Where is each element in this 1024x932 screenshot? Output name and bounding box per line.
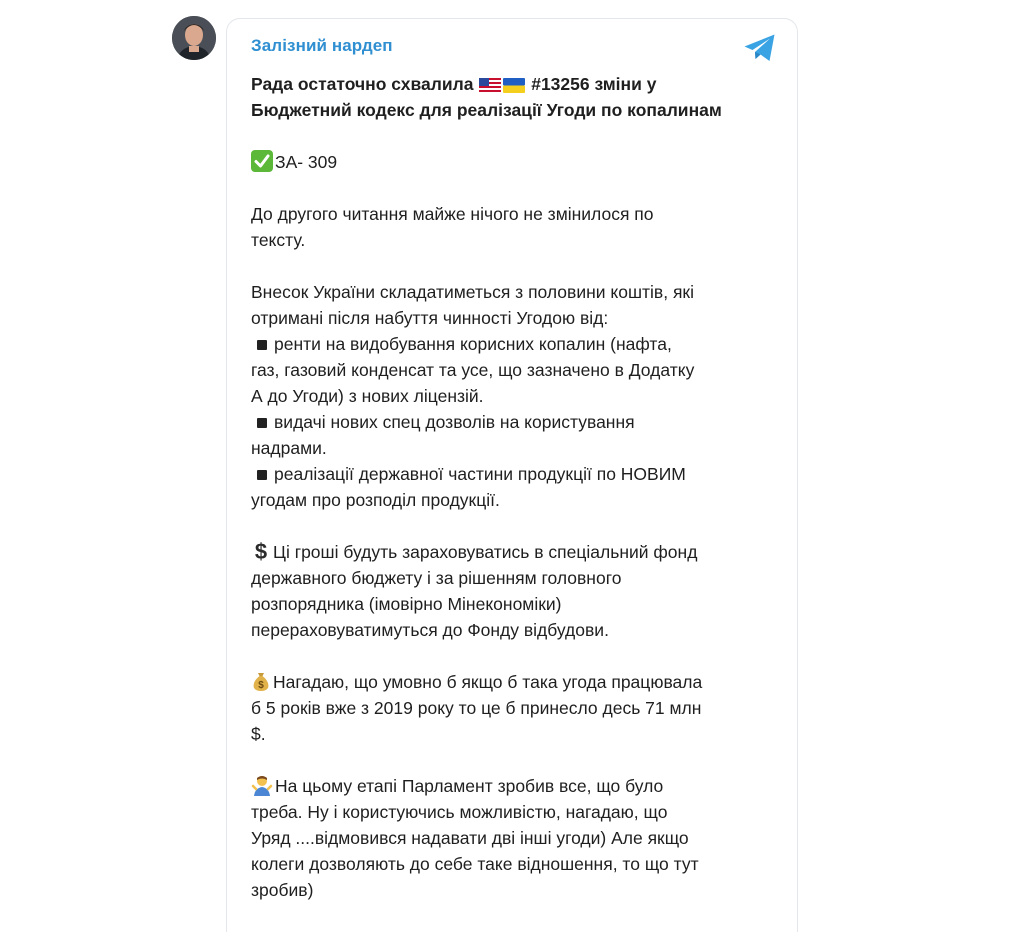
list-item: ренти на видобування корисних копалин (нафта, газ, газовий конденсат та усе, що зазначено в Додатку А до Угоди) з нових ліцензій. [251, 334, 695, 406]
paragraph: Внесок України складатиметься з половини коштів, які отримані після набуття чинності Угодою від: [251, 282, 694, 328]
list-item: реалізації державної частини продукції по НОВИМ угодам про розподіл продукції. [251, 464, 686, 510]
svg-text:$: $ [258, 680, 264, 691]
telegram-icon[interactable] [743, 33, 777, 63]
check-mark-icon [251, 150, 273, 172]
ukraine-flag-icon [503, 78, 525, 93]
paragraph: До другого читання майже нічого не змінилося по тексту. [251, 204, 654, 250]
us-flag-icon [479, 78, 501, 93]
paragraph: $ Нагадаю, що умовно б якщо б така угода працювала б 5 років вже з 2019 року то це б принесло десь 71 млн $. [251, 672, 703, 744]
paragraph: На цьому етапі Парламент зробив все, що було треба. Ну і користуючись можливістю, нагадаю, що Уряд ....відмовився надавати дві інші угоди) Але якщо колеги дозволяють до себе таке відношення, то що тут зробив) [251, 776, 699, 900]
message-card [226, 18, 798, 932]
vote-result: ЗА- 309 [251, 149, 781, 175]
post-body [251, 71, 781, 903]
dollar-sign-icon [251, 540, 271, 562]
black-square-icon [257, 340, 267, 350]
svg-text:$: $ [254, 540, 268, 562]
money-bag-icon [251, 670, 271, 692]
person-shrugging-icon [251, 774, 273, 796]
black-square-icon [257, 418, 267, 428]
black-square-icon [257, 470, 267, 480]
list-item: видачі нових спец дозволів на користування надрами. [251, 412, 635, 458]
avatar-icon [172, 16, 216, 60]
post-title: Рада остаточно схвалила #13256 зміни у Бюджетний кодекс для реалізації Угоди по копалинам [251, 74, 722, 120]
channel-name[interactable]: Залізний нардеп [251, 36, 393, 55]
paragraph: $ Ці гроші будуть зараховуватись в спеціальний фонд державного бюджету і за рішенням головного розпорядника (імовірно Мінекономіки) перераховуватимуться до Фонду відбудови. [251, 540, 698, 640]
avatar[interactable] [172, 16, 216, 60]
